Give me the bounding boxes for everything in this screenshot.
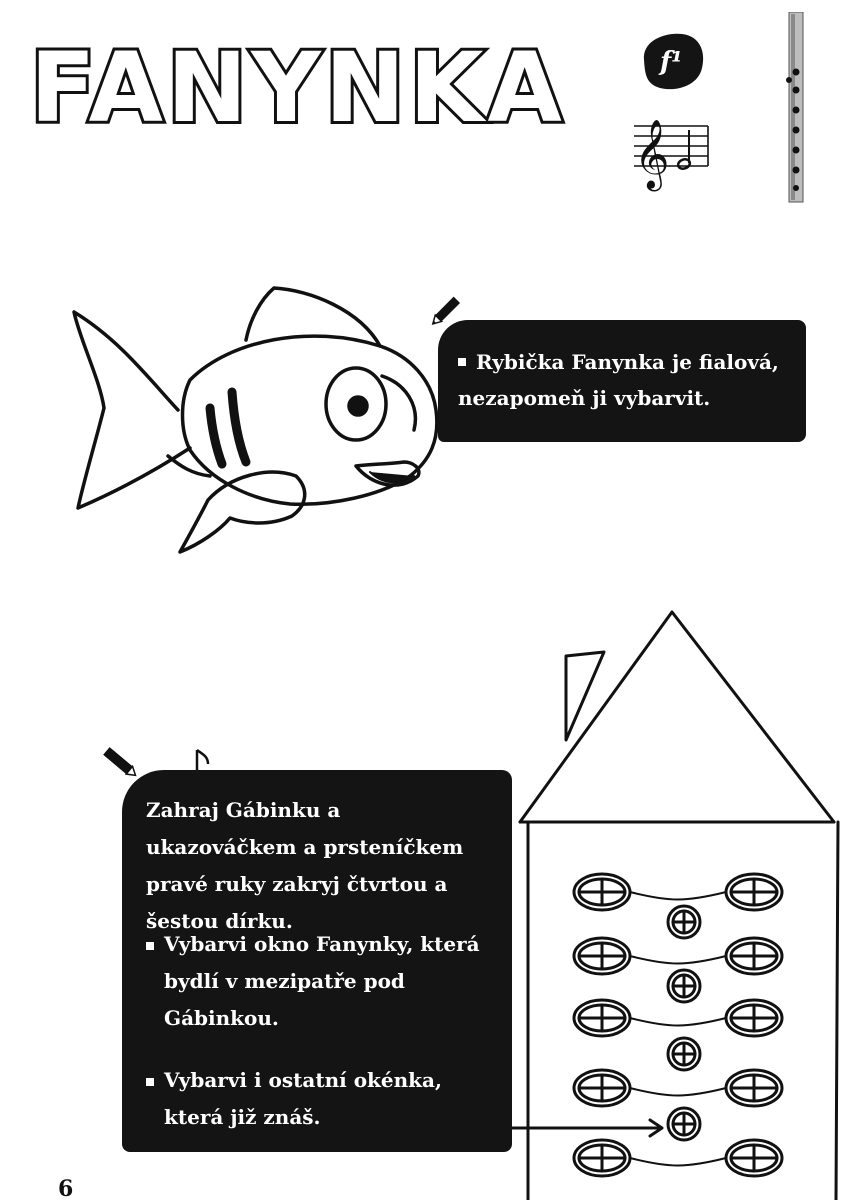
window-large[interactable]: [726, 1140, 782, 1176]
box1-text-line1: Rybička Fanynka je fialová,: [476, 350, 779, 374]
instruction-box-fish: [438, 320, 806, 442]
window-small[interactable]: [668, 1108, 700, 1140]
bullet-icon: [458, 358, 466, 366]
window-large[interactable]: [574, 874, 630, 910]
window-large[interactable]: [574, 938, 630, 974]
box1-text-line2: nezapomeň ji vybarvit.: [458, 386, 711, 410]
window-small[interactable]: [668, 970, 700, 1002]
bullet-item: [146, 1062, 486, 1136]
fish-illustration: [60, 280, 460, 560]
box2-intro: Zahraj Gábinku a ukazováčkem a prsteníčkem pravé ruky zakryj čtvrtou a šestou dírku.: [146, 798, 464, 933]
box2-bullet1: Vybarvi okno Fanynky, která bydlí v mezipatře pod Gábinkou.: [164, 932, 480, 1030]
window-large[interactable]: [574, 1140, 630, 1176]
page-number: 6: [58, 1176, 74, 1202]
house-illustration: [500, 610, 845, 1200]
pencil-icon: [103, 747, 139, 779]
bullet-item: [458, 344, 779, 380]
bullet-icon: [146, 1078, 154, 1086]
box2-bullet2: Vybarvi i ostatní okénka, která již znáš.: [164, 1068, 442, 1129]
note-badge: [636, 30, 708, 94]
window-large[interactable]: [574, 1070, 630, 1106]
window-large[interactable]: [726, 1070, 782, 1106]
bullet-icon: [146, 942, 154, 950]
window-small[interactable]: [668, 906, 700, 938]
window-large[interactable]: [574, 1000, 630, 1036]
page-title: FANYNKA: [30, 32, 566, 144]
treble-clef-icon: 𝄞: [634, 119, 670, 189]
window-large[interactable]: [726, 1000, 782, 1036]
flute-icon: [780, 12, 810, 204]
instruction-box-house: [122, 770, 512, 1152]
window-large[interactable]: [726, 938, 782, 974]
window-large[interactable]: [726, 874, 782, 910]
bullet-item: [146, 926, 486, 1037]
music-staff-icon: [632, 108, 712, 194]
note-badge-label: f¹: [660, 47, 683, 77]
window-small[interactable]: [668, 1038, 700, 1070]
